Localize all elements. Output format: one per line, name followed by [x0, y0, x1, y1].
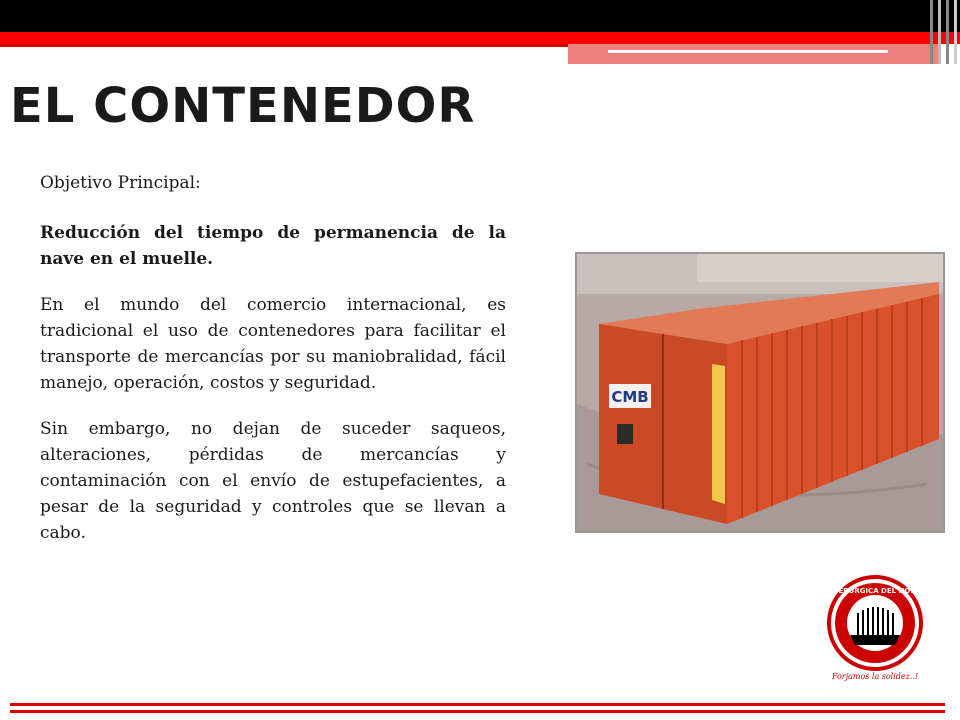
edge-stripe [954, 0, 957, 64]
top-white-line [608, 50, 888, 53]
top-pink-band [568, 44, 940, 64]
bottom-red-line [10, 710, 945, 713]
edge-stripe [930, 0, 933, 64]
logo-slogan: Forjamos la solidez..! [831, 672, 919, 681]
container-photo [575, 252, 945, 533]
top-black-bar [0, 0, 960, 32]
paragraph-2: Sin embargo, no dejan de suceder saqueos, alteraciones, pérdidas de mercancías y contaminación con el envío de estupefacientes, a pesar de la seguridad y controles que se llevan a cabo. [40, 419, 506, 543]
edge-stripe [946, 0, 949, 64]
paragraph-1: En el mundo del comercio internacional, es tradicional el uso de contenedores para facilitar el transporte de mercancías por su maniobralidad, fácil manejo, operación, costos y seguridad. [40, 295, 506, 393]
container-brand-label: CMB [611, 388, 649, 406]
objective-text: Reducción del tiempo de permanencia de la nave en el muelle. [40, 223, 506, 269]
objective-label: Objetivo Principal: [40, 173, 201, 193]
slide-body [40, 170, 506, 566]
top-red-stripe [0, 44, 568, 47]
edge-stripe [938, 0, 941, 64]
top-red-band [0, 32, 960, 44]
logo-ring-text: SIDERURGICA DEL NORTE [825, 587, 925, 595]
siderurgica-logo [820, 575, 930, 685]
bottom-red-line [10, 703, 945, 706]
slide-title: EL CONTENEDOR [10, 78, 476, 134]
